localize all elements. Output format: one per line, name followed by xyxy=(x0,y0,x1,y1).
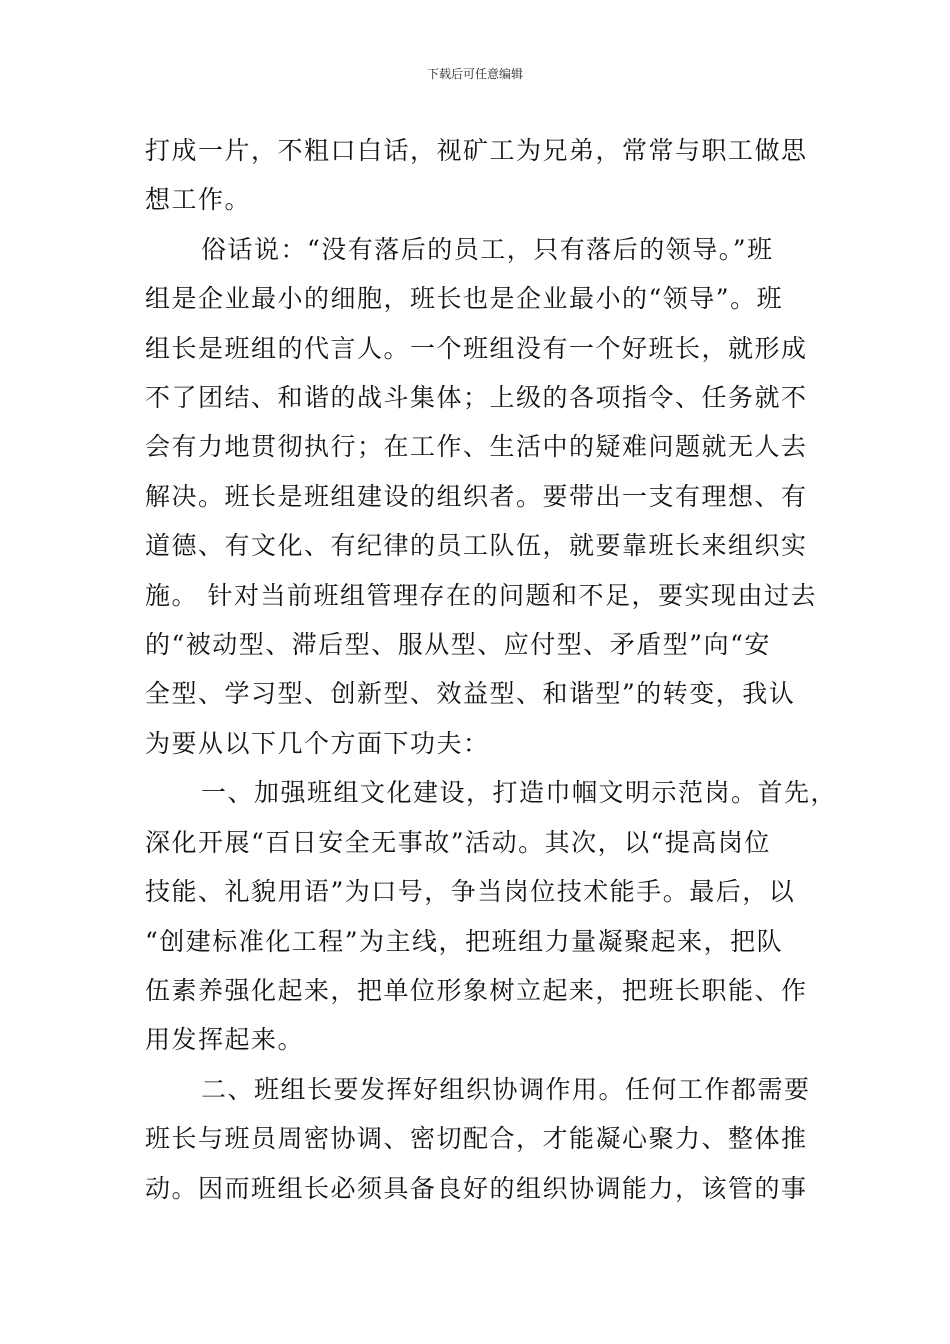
text-line: 组长是班组的代言人。一个班组没有一个好班长，就形成 xyxy=(145,333,808,363)
text-line: 的“被动型、滞后型、服从型、应付型、矛盾型”向“安 xyxy=(145,630,771,660)
text-line: 解决。班长是班组建设的组织者。要带出一支有理想、有 xyxy=(145,481,808,511)
text-line: 伍素养强化起来，把单位形象树立起来，把班长职能、作 xyxy=(145,975,808,1005)
text-line: 用发挥起来。 xyxy=(145,1025,305,1055)
paragraph-start-line: 二、班组长要发挥好组织协调作用。任何工作都需要 xyxy=(201,1074,811,1104)
text-line: 深化开展“百日安全无事故”活动。其次，以“提高岗位 xyxy=(145,827,771,857)
text-line: 不了团结、和谐的战斗集体；上级的各项指令、任务就不 xyxy=(145,383,808,413)
text-line: 全型、学习型、创新型、效益型、和谐型”的转变，我认 xyxy=(145,679,796,709)
page-header: 下载后可任意编辑 xyxy=(426,67,523,81)
text-line: 动。因而班组长必须具备良好的组织协调能力，该管的事 xyxy=(145,1173,808,1203)
paragraph-start-line: 一、加强班组文化建设，打造巾帼文明示范岗。首先， xyxy=(201,778,838,808)
text-line: 道德、有文化、有纪律的员工队伍，就要靠班长来组织实 xyxy=(145,531,808,561)
text-line: 会有力地贯彻执行；在工作、生活中的疑难问题就无人去 xyxy=(145,432,808,462)
text-line: 技能、礼貌用语”为口号，争当岗位技术能手。最后，以 xyxy=(145,877,796,907)
document-body xyxy=(145,126,838,1213)
text-line: 组是企业最小的细胞，班长也是企业最小的“领导”。班 xyxy=(145,284,784,314)
text-line: 施。 针对当前班组管理存在的问题和不足，要实现由过去 xyxy=(145,580,817,610)
paragraph-start-line: 俗话说：“没有落后的员工，只有落后的领导。”班 xyxy=(201,234,774,264)
text-line: 班长与班员周密协调、密切配合，才能凝心聚力、整体推 xyxy=(145,1124,808,1154)
text-line: “创建标准化工程”为主线，把班组力量凝聚起来，把队 xyxy=(145,926,784,956)
text-line: 打成一片，不粗口白话，视矿工为兄弟，常常与职工做思 xyxy=(145,136,808,165)
text-line: 为要从以下几个方面下功夫： xyxy=(145,728,490,758)
text-line: 想工作。 xyxy=(145,185,252,215)
